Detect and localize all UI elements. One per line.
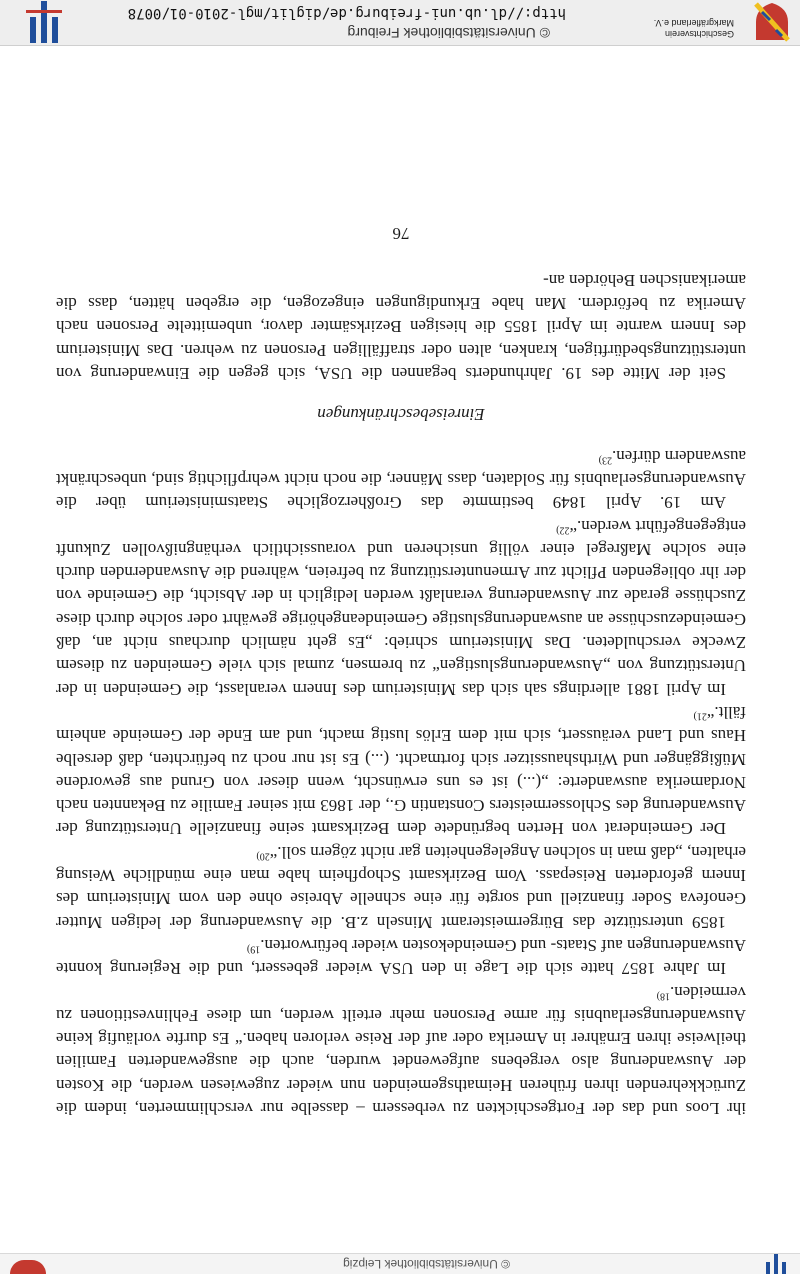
footer-url-link[interactable]: http://dl.ub.uni-freiburg.de/diglit/mgl-2010-01/0078: [127, 5, 566, 21]
paragraph: [56, 980, 746, 1120]
university-logo-icon: [762, 1254, 790, 1274]
footnote-marker: 21): [693, 710, 707, 722]
paragraph-text: Der Gemeinderat von Herten begründete dem Bezirksamt seine finanzielle Unterstützung der Auswanderung des Schlossermeisters Constantin G., der 1863 mit seiner Familie zu Bekannten nach Nordamerika auswanderte: „(...) ist es uns erwünscht, wenn dieser von Grund aus gewordene Müßiggänger und Wirthshaussitzer sich fortmacht. (...) Es ist nur noch zu befürchten, daß derselbe Haus und Land veräussert, sich mit dem Erlös lustig macht, und am Ende der Gemeinde anheim fällt.“: [56, 702, 746, 839]
paragraph: [56, 934, 746, 981]
footnote-marker: 20): [256, 850, 270, 862]
paragraph-text: Am 19. April 1849 bestimmte das Großherzogliche Staatsministerium über die Auswanderungserlaubnis für Soldaten, dass Männer, die noch nicht wehrpflichtig sind, unbeschränkt auswandern dürfen.: [56, 446, 746, 513]
paragraph-text: Seit der Mitte des 19. Jahrhunderts begannen die USA, sich gegen die Einwanderung von unterstützungsbedürftigen, kranken, alten oder straffälligen Personen zu wehren. Das Ministerium des Innern warnte im April 1855 die hiesigen Bezirksämter davor, unbemittelte Personen nach Amerika zu befördern. Man habe Erkundigungen eingezogen, die ergeben hätten, dass die amerikanischen Behörden an-: [56, 270, 746, 384]
paragraph: [56, 269, 746, 385]
association-line-1: Geschichtsverein: [664, 29, 734, 39]
footnote-marker: 19): [246, 943, 261, 955]
paragraph-group: [56, 444, 746, 1120]
section-heading: Einreisebeschränkungen: [317, 405, 485, 425]
association-line-2: Markgräflerland e.V.: [653, 18, 734, 28]
paragraph-text: ihr Loos und das der Fortgeschickten zu verbessern – dasselbe nur verschlimmerten, indem die Zurückkehrenden ihren früheren Heimathsgemeinden nun wieder zugewiesen werden, die Kosten der Auswanderung also vergebens aufgewendet wurden, auch die ausgewanderten Familien theilweise ihren Ernährer in Amerika oder auf der Reise verloren haben.“ Es durfte vorläufig keine Auswanderungserlaubnis für arme Personen mehr erteilt werden, um diese Fehlinvestitionen zu vermeiden.: [56, 982, 746, 1118]
page-number: 76: [392, 223, 410, 243]
association-name: [654, 17, 734, 39]
footer-band: [0, 0, 800, 46]
association-crest-icon: [754, 2, 790, 42]
footer-copyright-text: © Universitätsbibliothek Freiburg: [347, 25, 550, 41]
footnote-marker: 22): [556, 524, 570, 536]
university-logo-icon: [26, 1, 62, 43]
paragraph-text: Im Jahre 1857 hatte sich die Lage in den USA wieder gebessert, und die Regierung konnte Auswanderungen auf Staats- und Gemeindekosten wieder befürworten.: [56, 935, 746, 979]
paragraph-text: Im April 1881 allerdings sah sich das Ministerium des Innern veranlasst, die Gemeinden in der Unterstützung von „Auswanderungslustigen“ zu bremsen, zumal sich viele Gemeinden zu diesem Zwecke verschuldeten. Das Ministerium schrieb: „Es geht nämlich durchaus nicht an, daß Gemeindezuschüsse an auswanderungslustige Gemeindeangehörige gewährt oder solche durch diese Zuschüsse gerade zur Auswanderung veranlaßt werden lediglich in der Absicht, die Gemeinde von der ihr obliegenden Pflicht zur Armenunterstützung zu befreien, während die Auswandernden durch eine solche Maßregel einer völlig unsicheren und voraussichtlich verhängnißvollen Zukunft entgegengeführt werden.“: [56, 516, 746, 699]
association-seal-icon: [10, 1260, 46, 1274]
paragraph: [56, 514, 746, 700]
header-band: [0, 1253, 800, 1274]
footnote-marker: 23): [598, 454, 612, 466]
page-body-text: [56, 221, 746, 1120]
paragraph-text: 1859 unterstützte das Bürgermeisteramt Minseln z.B. die Auswanderung der ledigen Mutter Genofeva Soder finanziell und sorgte für eine schnelle Abreise ohne den vom Ministerium des Innern geforderten Reisepass. Vom Bezirksamt Schopfheim habe man eine mündliche Weisung erhalten, „daß man in solchen Angelegenheiten gar nicht zögern soll.“: [56, 842, 746, 932]
paragraph: [56, 840, 746, 933]
footnote-marker: 18): [656, 990, 670, 1002]
paragraph: [56, 444, 746, 514]
paragraph-group: [56, 269, 746, 385]
paragraph: [56, 701, 746, 841]
header-copyright-text: © Universitätsbibliothek Leipzig: [343, 1257, 510, 1271]
